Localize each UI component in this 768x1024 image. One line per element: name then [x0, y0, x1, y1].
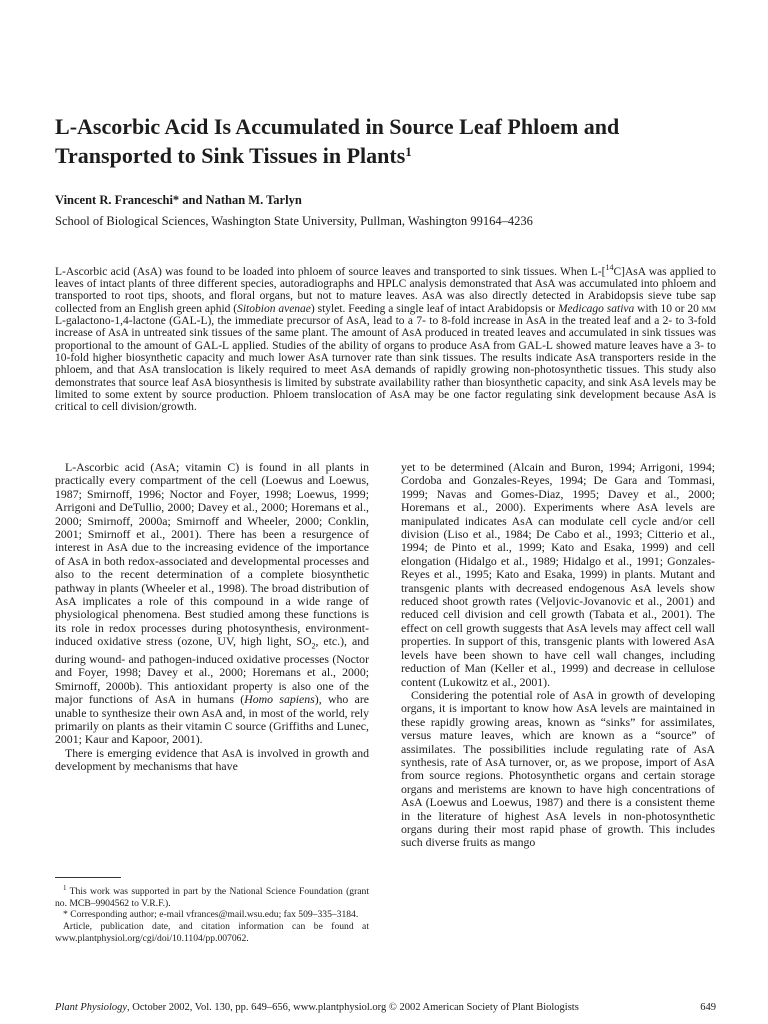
page-number: 649 — [700, 1002, 716, 1013]
article-title — [55, 112, 715, 170]
abstract-text: applied. Studies of the ability of organs to produce AsA from GAL- — [229, 339, 546, 352]
body-column-right — [401, 461, 715, 850]
footnote-text: This work was supported in part by the National Science Foundation (grant no. MCB–9904562 to V.R.F.). — [55, 886, 369, 909]
abstract-text: L — [222, 339, 230, 352]
footnote-article-info[interactable]: Article, publication date, and citation information can be found at www.plantphysiol.org/cgi/doi/10.1104/pp.007062. — [55, 920, 369, 944]
abstract-text: with 10 or 20 — [634, 302, 702, 315]
abstract-text: L — [55, 265, 63, 278]
title-text: -Ascorbic Acid Is Accumulated in Source Leaf Phloem and Transported to Sink Tissues in Plants — [55, 114, 620, 168]
footnote-divider — [55, 877, 121, 878]
paragraph: Considering the potential role of AsA in growth of developing organs, it is important to know how AsA levels are maintained in these rapidly growing areas, known as “sinks” for assimilates, versus mature leaves, which are known as a “source” of assimilates. The possibilities include regulating rate of AsA synthesis, rate of AsA turnover, or, as we propose, import of AsA from source regions. Photosynthetic organs and certain storage organs and meristems are known to have high concentrations of AsA (Loewus and Loewus, 1987) and there is a consistent theme in the literature of highest AsA levels in non-photosynthetic organs during their most rapid phase of growth. This includes such diverse fruits as mango — [401, 687, 715, 850]
footnote-corresponding: * Corresponding author; e-mail vfrances@mail.wsu.edu; fax 509–335–3184. — [63, 909, 359, 921]
paragraph-text: Homo sapiens — [244, 692, 315, 707]
abstract-text: Sitobion avenae — [237, 302, 311, 315]
author-list: Vincent R. Franceschi* and Nathan M. Tarlyn — [55, 193, 302, 207]
abstract-text: L — [590, 265, 598, 278]
citation-text: , October 2002, Vol. 130, pp. 649–656, www.plantphysiol.org © 2002 American Society of Plant Biologists — [127, 1002, 579, 1013]
footnote-funding — [55, 883, 369, 909]
title-prefix: L — [55, 114, 70, 139]
abstract-text: ) stylet. Feeding a single leaf of intact Arabidopsis or — [310, 302, 558, 315]
title-footnote-mark[interactable]: 1 — [405, 144, 412, 159]
page-footer — [55, 1002, 716, 1013]
abstract-text: Medicago sativa — [557, 302, 635, 315]
paragraph: There is emerging evidence that AsA is involved in growth and development by mechanisms that have — [55, 745, 369, 774]
footnote-mark: 1 — [63, 884, 67, 892]
footnotes — [55, 883, 369, 944]
abstract-text: -galactono-1,4-lactone (GAL- — [62, 315, 201, 328]
abstract-text: C]AsA was applied to leaves of intact plants of three different species, autoradiographs and HPLC analysis demonstrated that AsA was accumulated into phloem and transported to root tips, shoots, and floral organs, but not to mature leaves. AsA was also directly detected in Arabidopsis sieve tube sap collected from an English green aphid ( — [55, 265, 716, 315]
abstract-text: showed mature leaves have a 3- to 10-fold higher biosynthetic capacity and much lower AsA turnover rate than sink tissues. The results indicate AsA transporters reside in the phloem, and that AsA translocation is likely required to meet AsA demands of rapidly growing non-photosynthetic tissues. This study also demonstrates that source leaf AsA biosynthesis is limited by substrate availability rather than biosynthetic capacity, and sink AsA levels may be limited to some extent by source production. Phloem translocation of AsA may be one factor regulating sink development because AsA is critical to cell division/growth. — [55, 339, 716, 414]
paragraph-text: L — [65, 460, 73, 474]
paragraph-text: , etc.), and during wound- and pathogen-induced oxidative processes (Noctor and Foyer, 1998; Davey et al., 2000; Horemans et al., 2000; Smirnoff, 2000b). This antioxidant property is also one of the major functions of AsA in humans ( — [55, 634, 369, 707]
body-column-left — [55, 461, 369, 774]
abstract-text: L — [545, 339, 553, 352]
abstract-text: ), the immediate precursor of AsA, lead to a 7- to 8-fold increase in AsA in the treated leaf and a 2- to 3-fold increase of AsA in untreated sink tissues of the same plant. The amount of AsA produced in treated leaves and accumulated in sink tissues was proportional to the amount of GAL- — [55, 315, 716, 352]
paragraph-text: -Ascorbic acid (AsA; vitamin C) is found in all plants in practically every compartment of the cell (Loewus and Loewus, 1987; Smirnoff, 1996; Noctor and Foyer, 1998; Loewus, 1999; Arrigoni and DeTullio, 2000; Davey et al., 2000; Horemans et al., 2000; Smirnoff, 2000a; Smirnoff and Wheeler, 2000; Conklin, 2001; Smirnoff et al., 2001). There has been a resurgence of interest in AsA due to the increasing evidence of the importance of AsA in both redox-associated and developmental processes and also to the recent determination of a complete biosynthetic pathway in plants (Wheeler et al., 1998). The broad distribution of AsA implicates a role of this compound in a wide range of physiological phenomena. Best studied among these functions is its role in redox processes during photosynthesis, environment-induced oxidative stress (ozone, UV, high light, SO — [55, 460, 369, 649]
abstract-text: -Ascorbic acid (AsA) was found to be loaded into phloem of source leaves and transported to sink tissues. When — [62, 265, 591, 278]
abstract-text: L — [55, 315, 63, 328]
abstract — [55, 262, 716, 413]
abstract-text: 14 — [605, 263, 614, 272]
abstract-text: -[ — [597, 265, 606, 278]
paragraph — [55, 461, 369, 747]
affiliation: School of Biological Sciences, Washington State University, Pullman, Washington 99164–4236 — [55, 214, 533, 228]
footer-citation — [55, 1002, 579, 1013]
abstract-text: mm — [701, 302, 716, 315]
paragraph-text: ), who are unable to synthesize their own AsA and, in most of the world, rely primarily on plants as their vitamin C source (Griffiths and Lunec, 2001; Kaur and Kapoor, 2001). — [55, 692, 369, 747]
journal-name: Plant Physiology — [55, 1002, 128, 1013]
paragraph-text: 2 — [311, 641, 316, 651]
abstract-text: L — [200, 315, 208, 328]
paragraph: yet to be determined (Alcain and Buron, 1994; Arrigoni, 1994; Cordoba and Gonzales-Reyes, 1994; De Gara and Tommasi, 1999; Navas and Gomes-Diaz, 1995; Davey et al., 2000; Horemans et al., 2000). Experiments where AsA levels are manipulated indicates AsA can modulate cell cycle and/or cell division (Liso et al., 1984; De Cabo et al., 1993; Citterio et al., 1994; de Pinto et al., 1999; Kato and Esaka, 1999) and cell elongation (Hidalgo et al., 1989; Hidalgo et al., 1991; Gonzales-Reyes et al., 1995; Kato and Esaka, 1999) in plants. Mutant and transgenic plants with decreased endogenous AsA levels show reduced shoot growth rates (Veljovic-Jovanovic et al., 2001) and reduced cell division and cell growth (Tabata et al., 2001). The effect on cell growth suggests that AsA levels may affect cell wall properties. In support of this, transgenic plants with lowered AsA levels have been shown to have cell wall changes, including reduction of Man (Keller et al., 1999) and decrease in cellulose content (Lukowitz et al., 2001). — [401, 460, 715, 689]
